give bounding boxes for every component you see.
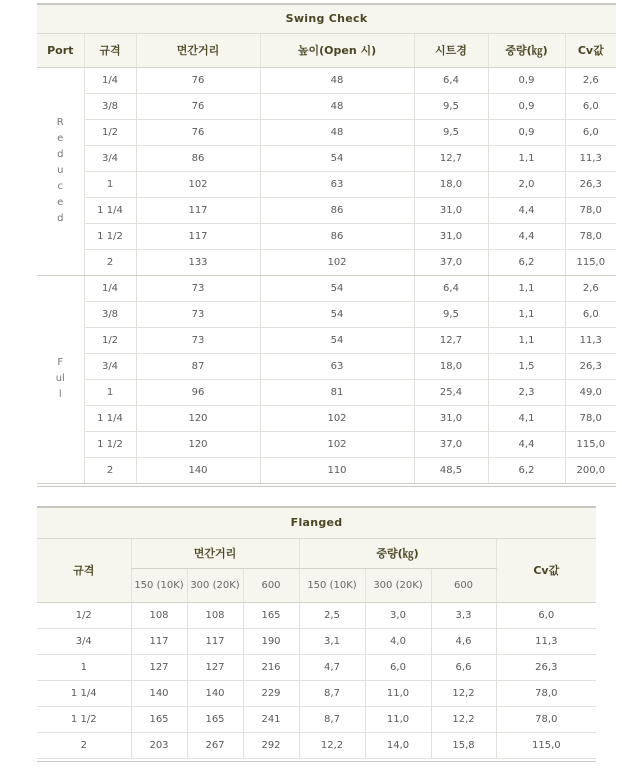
- table-cell: 48: [260, 67, 414, 93]
- flanged-header-weight: 중량(㎏): [299, 538, 496, 568]
- table-row: [37, 431, 616, 457]
- table-cell: 31,0: [414, 197, 488, 223]
- table-row: [37, 405, 616, 431]
- flanged-title: Flanged: [37, 507, 596, 538]
- table-cell: 26,3: [496, 654, 596, 680]
- table-row: [37, 197, 616, 223]
- table-row: [37, 654, 596, 680]
- table-cell: 12,7: [414, 327, 488, 353]
- table-cell: 63: [260, 171, 414, 197]
- table-row: [37, 119, 616, 145]
- table-cell: 3,1: [299, 628, 365, 654]
- table-cell: 1/4: [84, 275, 136, 301]
- port-group-text: Full: [55, 357, 65, 400]
- table-cell: 76: [136, 67, 260, 93]
- table-cell: 11,3: [565, 327, 616, 353]
- table-row: [37, 301, 616, 327]
- table-cell: 102: [260, 405, 414, 431]
- table-cell: 31,0: [414, 223, 488, 249]
- table-cell: 8,7: [299, 706, 365, 732]
- table-cell: 86: [260, 197, 414, 223]
- table-cell: 15,8: [431, 732, 496, 758]
- flanged-header-cv-value: Cv값: [496, 538, 596, 602]
- table-cell: 54: [260, 145, 414, 171]
- table-cell: 1 1/2: [84, 223, 136, 249]
- table-cell: 2,3: [488, 379, 565, 405]
- table-cell: 26,3: [565, 171, 616, 197]
- table-cell: 165: [243, 602, 299, 628]
- table-row: [37, 67, 616, 93]
- table-cell: 6,0: [565, 301, 616, 327]
- table-cell: 96: [136, 379, 260, 405]
- table-row: [37, 732, 596, 758]
- table-cell: 1: [37, 654, 131, 680]
- table-cell: 78,0: [496, 680, 596, 706]
- table-cell: 0,9: [488, 67, 565, 93]
- table-cell: 3/8: [84, 93, 136, 119]
- table-cell: 140: [136, 457, 260, 483]
- table-cell: 1/2: [84, 327, 136, 353]
- table-cell: 6,2: [488, 457, 565, 483]
- table-cell: 1: [84, 171, 136, 197]
- flanged-body: [37, 602, 596, 758]
- table-cell: 87: [136, 353, 260, 379]
- flanged-header-size: 규격: [37, 538, 131, 602]
- table-cell: 4,4: [488, 223, 565, 249]
- table-cell: 1 1/4: [84, 197, 136, 223]
- table-cell: 2: [84, 249, 136, 275]
- table-cell: 120: [136, 431, 260, 457]
- table-cell: 190: [243, 628, 299, 654]
- table-cell: 1,5: [488, 353, 565, 379]
- table-cell: 115,0: [496, 732, 596, 758]
- swing-check-table: [37, 3, 616, 487]
- swing-check-body: [37, 67, 616, 483]
- table-cell: 9,5: [414, 119, 488, 145]
- table-cell: 127: [187, 654, 243, 680]
- table-cell: 76: [136, 119, 260, 145]
- table-cell: 6,0: [565, 93, 616, 119]
- table-cell: 117: [136, 223, 260, 249]
- header-seat-diameter: 시트경: [414, 33, 488, 67]
- header-cv-value: Cv값: [565, 33, 616, 67]
- header-port: Port: [37, 33, 84, 67]
- header-face-to-face: 면간거리: [136, 33, 260, 67]
- table-cell: 267: [187, 732, 243, 758]
- table-cell: 2,6: [565, 67, 616, 93]
- table-cell: 54: [260, 301, 414, 327]
- swing-check-header-row: [37, 33, 616, 67]
- table-cell: 165: [187, 706, 243, 732]
- table-cell: 203: [131, 732, 187, 758]
- header-weight: 중량(㎏): [488, 33, 565, 67]
- table-cell: 48: [260, 119, 414, 145]
- table-cell: 4,4: [488, 197, 565, 223]
- table-cell: 76: [136, 93, 260, 119]
- table-cell: 120: [136, 405, 260, 431]
- table-row: [37, 628, 596, 654]
- table-cell: 3,0: [365, 602, 431, 628]
- table-cell: 6,6: [431, 654, 496, 680]
- table-cell: 4,7: [299, 654, 365, 680]
- table-row: [37, 353, 616, 379]
- table-cell: 48: [260, 93, 414, 119]
- table-cell: 31,0: [414, 405, 488, 431]
- table-cell: 117: [136, 197, 260, 223]
- subheader-weight-150: 150 (10K): [299, 568, 365, 602]
- table-cell: 165: [131, 706, 187, 732]
- table-cell: 11,3: [565, 145, 616, 171]
- table-cell: 78,0: [565, 223, 616, 249]
- table-cell: 200,0: [565, 457, 616, 483]
- table-cell: 1,1: [488, 301, 565, 327]
- table-cell: 1/2: [37, 602, 131, 628]
- table-cell: 6,2: [488, 249, 565, 275]
- table-cell: 115,0: [565, 431, 616, 457]
- table-cell: 11,0: [365, 706, 431, 732]
- table-cell: 78,0: [496, 706, 596, 732]
- port-group-label: [37, 67, 84, 275]
- table-cell: 25,4: [414, 379, 488, 405]
- table-cell: 81: [260, 379, 414, 405]
- table-cell: 18,0: [414, 353, 488, 379]
- table-cell: 1,1: [488, 145, 565, 171]
- table-cell: 18,0: [414, 171, 488, 197]
- table-cell: 1 1/4: [84, 405, 136, 431]
- table-cell: 14,0: [365, 732, 431, 758]
- table-cell: 12,2: [431, 706, 496, 732]
- subheader-weight-600: 600: [431, 568, 496, 602]
- subheader-face-600: 600: [243, 568, 299, 602]
- subheader-face-300: 300 (20K): [187, 568, 243, 602]
- subheader-weight-300: 300 (20K): [365, 568, 431, 602]
- table-cell: 108: [187, 602, 243, 628]
- table-cell: 1,1: [488, 275, 565, 301]
- table-cell: 78,0: [565, 405, 616, 431]
- table-row: [37, 457, 616, 483]
- table-cell: 86: [260, 223, 414, 249]
- table-cell: 12,7: [414, 145, 488, 171]
- table-cell: 241: [243, 706, 299, 732]
- table-cell: 115,0: [565, 249, 616, 275]
- table-cell: 49,0: [565, 379, 616, 405]
- table-cell: 3,3: [431, 602, 496, 628]
- table-cell: 54: [260, 275, 414, 301]
- table-cell: 133: [136, 249, 260, 275]
- table-cell: 8,7: [299, 680, 365, 706]
- table-row: [37, 602, 596, 628]
- table-cell: 3/4: [84, 353, 136, 379]
- table-row: [37, 171, 616, 197]
- table-cell: 6,0: [496, 602, 596, 628]
- table-cell: 0,9: [488, 93, 565, 119]
- table-cell: 1 1/4: [37, 680, 131, 706]
- flanged-table: [37, 506, 596, 762]
- port-group-text: Reduced: [56, 117, 64, 224]
- table-cell: 3/4: [84, 145, 136, 171]
- table-cell: 117: [131, 628, 187, 654]
- table-cell: 3/4: [37, 628, 131, 654]
- header-size: 규격: [84, 33, 136, 67]
- table-cell: 73: [136, 301, 260, 327]
- table-cell: 216: [243, 654, 299, 680]
- table-cell: 110: [260, 457, 414, 483]
- subheader-face-150: 150 (10K): [131, 568, 187, 602]
- table-cell: 48,5: [414, 457, 488, 483]
- table-cell: 140: [187, 680, 243, 706]
- table-row: [37, 327, 616, 353]
- table-cell: 2,6: [565, 275, 616, 301]
- table-cell: 127: [131, 654, 187, 680]
- table-cell: 1 1/2: [84, 431, 136, 457]
- table-cell: 1 1/2: [37, 706, 131, 732]
- table-cell: 73: [136, 327, 260, 353]
- table-row: [37, 223, 616, 249]
- table-cell: 2,0: [488, 171, 565, 197]
- table-cell: 102: [260, 431, 414, 457]
- table-cell: 6,4: [414, 67, 488, 93]
- table-cell: 78,0: [565, 197, 616, 223]
- table-cell: 2: [37, 732, 131, 758]
- port-group-label: [37, 275, 84, 483]
- table-cell: 4,4: [488, 431, 565, 457]
- table-cell: 2: [84, 457, 136, 483]
- table-cell: 73: [136, 275, 260, 301]
- table-cell: 2,5: [299, 602, 365, 628]
- table-cell: 6,0: [365, 654, 431, 680]
- table-cell: 1: [84, 379, 136, 405]
- table-cell: 1,1: [488, 327, 565, 353]
- table-cell: 3/8: [84, 301, 136, 327]
- table-cell: 1/2: [84, 119, 136, 145]
- swing-check-title: Swing Check: [37, 4, 616, 33]
- flanged-header-row: [37, 538, 596, 568]
- table-cell: 1/4: [84, 67, 136, 93]
- table-cell: 11,3: [496, 628, 596, 654]
- header-height-open: 높이(Open 시): [260, 33, 414, 67]
- table-cell: 4,6: [431, 628, 496, 654]
- table-cell: 9,5: [414, 93, 488, 119]
- table-cell: 37,0: [414, 249, 488, 275]
- table-cell: 102: [260, 249, 414, 275]
- table-cell: 102: [136, 171, 260, 197]
- table-cell: 12,2: [431, 680, 496, 706]
- table-cell: 229: [243, 680, 299, 706]
- table-cell: 6,4: [414, 275, 488, 301]
- table-cell: 292: [243, 732, 299, 758]
- table-cell: 108: [131, 602, 187, 628]
- flanged-header-face-to-face: 면간거리: [131, 538, 299, 568]
- table-cell: 54: [260, 327, 414, 353]
- table-row: [37, 93, 616, 119]
- table-row: [37, 145, 616, 171]
- table-row: [37, 379, 616, 405]
- table-row: [37, 249, 616, 275]
- table-cell: 117: [187, 628, 243, 654]
- table-cell: 86: [136, 145, 260, 171]
- table-cell: 0,9: [488, 119, 565, 145]
- table-row: [37, 275, 616, 301]
- table-row: [37, 680, 596, 706]
- table-cell: 4,0: [365, 628, 431, 654]
- table-row: [37, 706, 596, 732]
- table-cell: 12,2: [299, 732, 365, 758]
- table-cell: 11,0: [365, 680, 431, 706]
- table-cell: 37,0: [414, 431, 488, 457]
- table-cell: 140: [131, 680, 187, 706]
- table-cell: 63: [260, 353, 414, 379]
- table-cell: 6,0: [565, 119, 616, 145]
- table-cell: 4,1: [488, 405, 565, 431]
- table-cell: 9,5: [414, 301, 488, 327]
- table-cell: 26,3: [565, 353, 616, 379]
